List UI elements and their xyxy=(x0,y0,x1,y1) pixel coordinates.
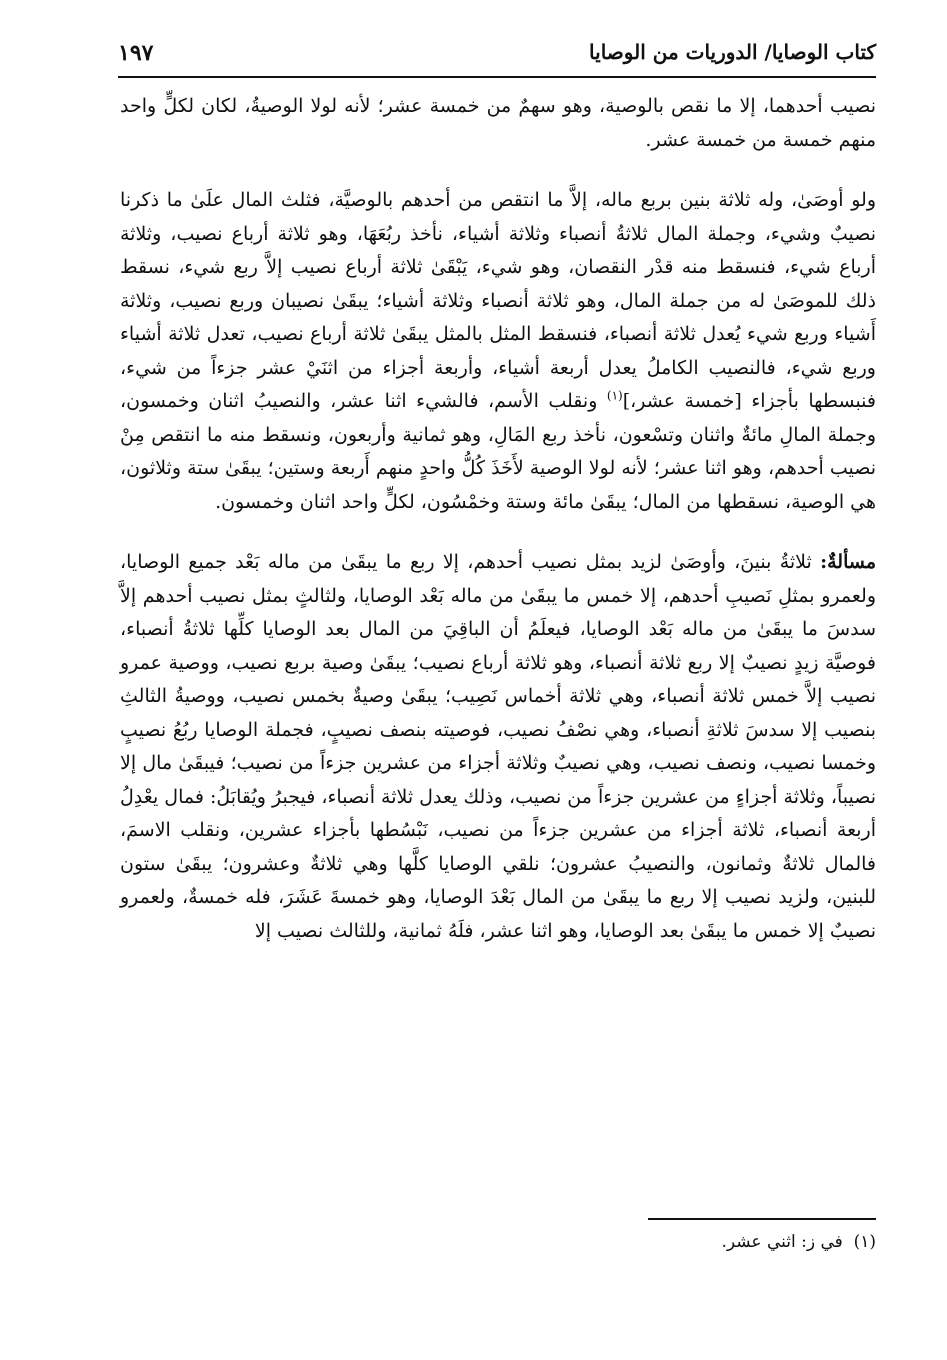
page-header xyxy=(118,30,876,78)
paragraph-1-text: نصيب أحدهما، إلا ما نقص بالوصية، وهو سهمٌ من خمسة عشر؛ لأنه لولا الوصيةُ، لكان لكلٍّ واحد منهم خمسة من خمسة عشر. xyxy=(120,95,876,151)
paragraph-2-text-b: ونقلب الأسم، فالشيء اثنا عشر، والنصيبُ اثنان وخمسون، وجملة المالِ مائةٌ واثنان وتسْعون، نأخذ ربع المَالِ، وهو ثمانية وأربعون، ونسقط منه ما انتقص مِنْ نصيب أحدهم، وهو اثنا عشر؛ لأنه لولا الوصية لأَخَذَ كُلُّ واحدٍ منهم أَربعة وستين؛ يبقَىٰ ستة وثلاثون، هي الوصية، نسقطها من المال؛ يبقَىٰ مائة وستة وخمْسُون، لكلٍّ واحد اثنان وخمسون. xyxy=(120,390,877,513)
paragraph-3-text: ثلاثةُ بنينَ، وأوصَىٰ لزيد بمثل نصيب أحدهم، إلا ربع ما يبقَىٰ من ماله بَعْد جميع الوصايا، ولعمرو بمثلِ نَصيبِ أحدهم، إلا خمس ما يبقَىٰ من ماله بَعْد الوصايا، ولثالثٍ بمثل نصيب أحدهم إلاَّ سدسَ ما يبقَىٰ من ماله بَعْد الوصايا، فيعلَمُ أن الباقِيَ من المال بعد الوصايا كلِّها ثلاثةُ أنصباء، فوصيَّة زيدٍ نصيبٌ إلا ربع ثلاثة أنصباء، وهو ثلاثة أرباع نصيب؛ يبقَىٰ وصية بربع نصيب، ووصية عمرو نصيب إلاَّ خمس ثلاثة أنصباء، وهي ثلاثة أخماس نَصِيب؛ يبقَىٰ وصيةٌ بخمس نصيب، ووصيةُ الثالثِ بنصيب إلا سدسَ ثلاثةِ أنصباء، وهي نصْفُ نصيب، فوصيته بنصف نصيبٍ، فجملة الوصايا ربُعُ نصيبٍ وخمسا نصيب، ونصف نصيب، وهي نصيبٌ وثلاثة أجزاء من عشرين جزءاً من نصيب؛ فيبقَىٰ مال إلا نصيباً، وثلاثة أجزاءٍ من عشرين جزءاً من نصيب، وذلك يعدل ثلاثة أنصباء، فيجبرُ ويُقابَلُ: فمال يعْدِلُ أربعة أنصباء، ثلاثة أجزاء من عشرين جزءاً من نصيب، نَبْسُطها بأجزاء عشرين، ونقلب الاسمَ، فالمال ثلاثةٌ وثمانون، والنصيبُ عشرون؛ نلقي الوصايا كلَّها وهي ثلاثةٌ وعشرون؛ يبقَىٰ ستون للبنين، ولزيد نصيب إلا ربع ما يبقَىٰ من المال بَعْدَ الوصايا، وهو خمسةَ عَشَرَ، فله خمسةٌ، ولعمرو نصيبٌ إلا خمس ما يبقَىٰ بعد الوصايا، وهو اثنا عشر، فلَهُ ثمانية، وللثالث نصيب إلا xyxy=(120,551,876,942)
main-text xyxy=(120,90,876,948)
footnote-text: في ز: اثني عشر. xyxy=(721,1232,843,1252)
paragraph-2 xyxy=(120,184,876,519)
masala-heading: مسألةٌ: xyxy=(820,551,876,573)
paragraph-2-text-a: ولو أوصَىٰ، وله ثلاثة بنين بربع ماله، إلاَّ ما انتقص من أحدهم بالوصيَّة، فثلث المال علَىٰ ما ذكرنا نصيبٌ وشيء، وجملة المال ثلاثةُ أنصباء وثلاثة أشياء، نأخذ ربُعَهَا، وهو ثلاثة أرباع نصيب، وثلاثة أرباع شيء، فنسقط منه قدْر النقصان، وهو شيء، يَبْقَىٰ ثلاثة أرباع نصيب إلاَّ ربع شيء، نسقط ذلك للموصَىٰ له من جملة المال، وهو ثلاثة أنصباء وثلاثة أشياء؛ يبقَىٰ نصيبان وربع نصيب، وثلاثة أَشياء وربع شيء يُعدل ثلاثة أنصباء، فنسقط المثل بالمثل يبقَىٰ ثلاثة أرباع نصيب، تعدل ثلاثة أشياء وربع شيء، فالنصيب الكاملُ يعدل أربعة أشياء، وأربعة أجزاء من اثنَيْ عشر جزءاً من شيء، فنبسطها بأجزاء [خمسة عشر،] xyxy=(120,189,876,412)
running-title: كتاب الوصايا/ الدوريات من الوصايا xyxy=(589,40,876,64)
page-number: ١٩٧ xyxy=(118,40,154,66)
paragraph-3 xyxy=(120,546,876,948)
footnote xyxy=(560,1232,876,1252)
footnote-divider xyxy=(648,1218,876,1220)
paragraph-1 xyxy=(120,90,876,157)
footnote-marker: (١) xyxy=(853,1232,876,1252)
footnote-reference[interactable]: (١) xyxy=(606,388,623,403)
